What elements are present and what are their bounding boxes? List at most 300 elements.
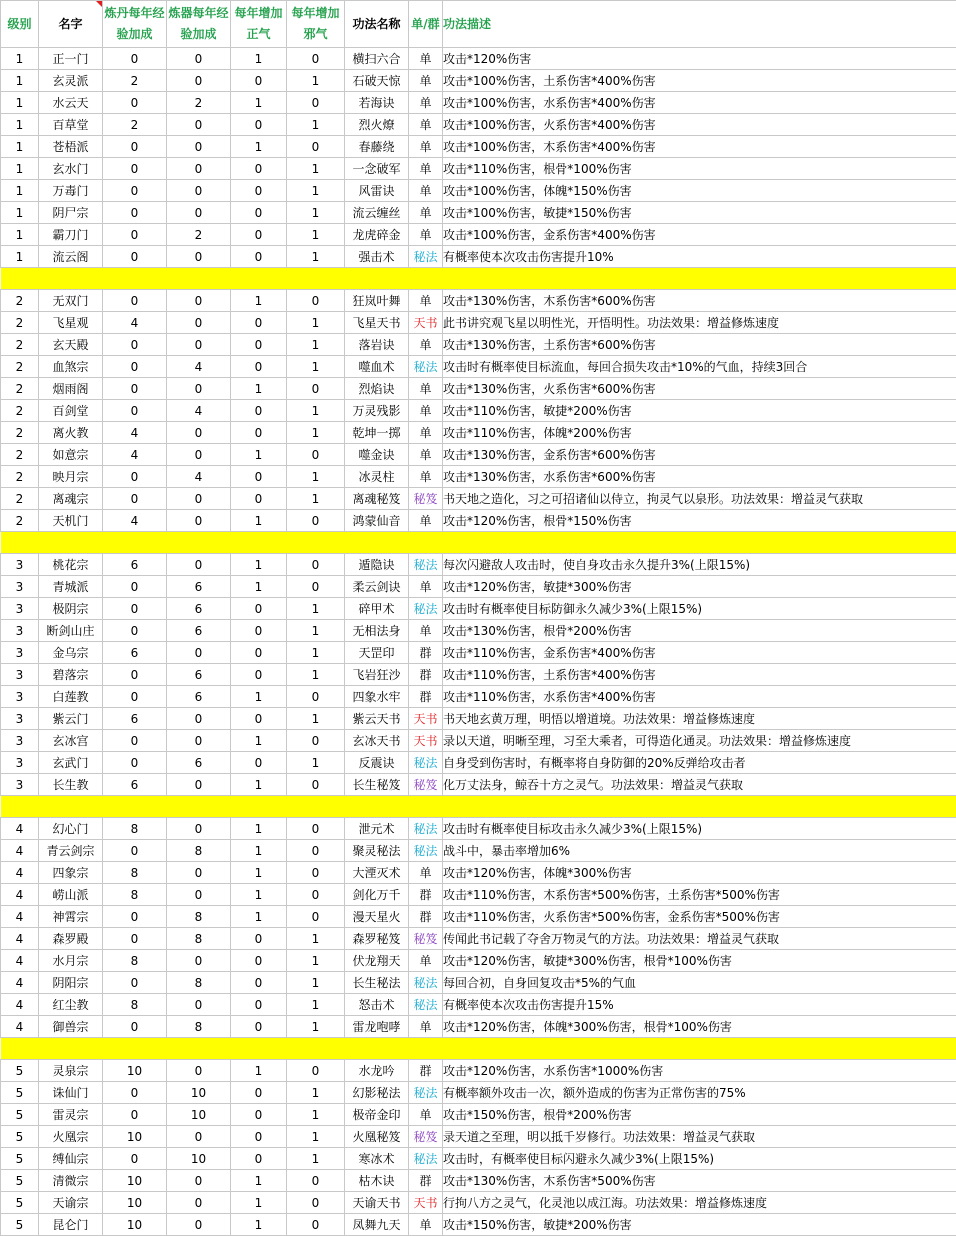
alchemy-exp-cell[interactable]: 0 <box>103 598 167 620</box>
skill-name-cell[interactable]: 一念破军 <box>345 158 409 180</box>
sect-name-cell[interactable]: 幻心门 <box>39 818 103 840</box>
target-type-cell[interactable]: 秘法 <box>409 1082 443 1104</box>
forging-exp-cell[interactable]: 0 <box>167 1192 231 1214</box>
skill-desc-cell[interactable]: 攻击*150%伤害，根骨*200%伤害 <box>443 1104 956 1126</box>
target-type-cell[interactable]: 单 <box>409 862 443 884</box>
alchemy-exp-cell[interactable]: 6 <box>103 642 167 664</box>
skill-desc-cell[interactable]: 录天道之至理，明以抵千岁修行。功法效果：增益灵气获取 <box>443 1126 956 1148</box>
level-cell[interactable]: 2 <box>1 400 39 422</box>
skill-name-cell[interactable]: 横扫六合 <box>345 48 409 70</box>
skill-name-cell[interactable]: 强击术 <box>345 246 409 268</box>
forging-exp-cell[interactable]: 10 <box>167 1104 231 1126</box>
alchemy-exp-cell[interactable]: 0 <box>103 136 167 158</box>
righteous-cell[interactable]: 0 <box>231 1126 287 1148</box>
level-cell[interactable]: 4 <box>1 840 39 862</box>
level-cell[interactable]: 3 <box>1 730 39 752</box>
evil-cell[interactable]: 0 <box>287 576 345 598</box>
alchemy-exp-cell[interactable]: 2 <box>103 114 167 136</box>
skill-name-cell[interactable]: 离魂秘笈 <box>345 488 409 510</box>
level-cell[interactable]: 5 <box>1 1148 39 1170</box>
target-type-cell[interactable]: 秘法 <box>409 994 443 1016</box>
level-cell[interactable]: 2 <box>1 378 39 400</box>
skill-name-cell[interactable]: 天罡印 <box>345 642 409 664</box>
skill-name-cell[interactable]: 水龙吟 <box>345 1060 409 1082</box>
evil-cell[interactable]: 1 <box>287 972 345 994</box>
forging-exp-cell[interactable]: 0 <box>167 312 231 334</box>
sect-name-cell[interactable]: 玄武门 <box>39 752 103 774</box>
level-cell[interactable]: 5 <box>1 1170 39 1192</box>
target-type-cell[interactable]: 单 <box>409 1016 443 1038</box>
target-type-cell[interactable]: 秘笈 <box>409 774 443 796</box>
evil-cell[interactable]: 0 <box>287 730 345 752</box>
forging-exp-cell[interactable]: 6 <box>167 686 231 708</box>
target-type-cell[interactable]: 群 <box>409 642 443 664</box>
level-cell[interactable]: 3 <box>1 554 39 576</box>
target-type-cell[interactable]: 单 <box>409 136 443 158</box>
level-cell[interactable]: 4 <box>1 884 39 906</box>
alchemy-exp-cell[interactable]: 0 <box>103 730 167 752</box>
forging-exp-cell[interactable]: 0 <box>167 378 231 400</box>
righteous-cell[interactable]: 1 <box>231 1214 287 1236</box>
target-type-cell[interactable]: 秘笈 <box>409 928 443 950</box>
target-type-cell[interactable]: 秘法 <box>409 840 443 862</box>
skill-name-cell[interactable]: 森罗秘笈 <box>345 928 409 950</box>
skill-name-cell[interactable]: 紫云天书 <box>345 708 409 730</box>
alchemy-exp-cell[interactable]: 0 <box>103 664 167 686</box>
target-type-cell[interactable]: 秘法 <box>409 818 443 840</box>
skill-name-cell[interactable]: 烈焰诀 <box>345 378 409 400</box>
skill-name-cell[interactable]: 反震诀 <box>345 752 409 774</box>
skill-name-cell[interactable]: 火凰秘笈 <box>345 1126 409 1148</box>
forging-exp-cell[interactable]: 0 <box>167 554 231 576</box>
target-type-cell[interactable]: 单 <box>409 202 443 224</box>
target-type-cell[interactable]: 秘法 <box>409 972 443 994</box>
level-cell[interactable]: 2 <box>1 290 39 312</box>
evil-cell[interactable]: 1 <box>287 466 345 488</box>
header-level[interactable]: 级别 <box>1 1 39 48</box>
evil-cell[interactable]: 1 <box>287 1148 345 1170</box>
target-type-cell[interactable]: 单 <box>409 92 443 114</box>
target-type-cell[interactable]: 秘法 <box>409 752 443 774</box>
skill-desc-cell[interactable]: 自身受到伤害时，有概率将自身防御的20%反弹给攻击者 <box>443 752 956 774</box>
header-forging-exp[interactable]: 炼器每年经验加成 <box>167 1 231 48</box>
skill-desc-cell[interactable]: 攻击*100%伤害，土系伤害*400%伤害 <box>443 70 956 92</box>
evil-cell[interactable]: 1 <box>287 356 345 378</box>
sect-name-cell[interactable]: 御兽宗 <box>39 1016 103 1038</box>
evil-cell[interactable]: 1 <box>287 928 345 950</box>
righteous-cell[interactable]: 0 <box>231 928 287 950</box>
target-type-cell[interactable]: 单 <box>409 400 443 422</box>
alchemy-exp-cell[interactable]: 0 <box>103 290 167 312</box>
level-cell[interactable]: 4 <box>1 818 39 840</box>
skill-desc-cell[interactable]: 攻击*110%伤害，体魄*200%伤害 <box>443 422 956 444</box>
skill-desc-cell[interactable]: 攻击*110%伤害，木系伤害*500%伤害，土系伤害*500%伤害 <box>443 884 956 906</box>
level-cell[interactable]: 1 <box>1 246 39 268</box>
skill-desc-cell[interactable]: 每回合初，自身回复攻击*5%的气血 <box>443 972 956 994</box>
forging-exp-cell[interactable]: 6 <box>167 752 231 774</box>
alchemy-exp-cell[interactable]: 6 <box>103 774 167 796</box>
sect-name-cell[interactable]: 玄水门 <box>39 158 103 180</box>
skill-desc-cell[interactable]: 攻击*100%伤害，金系伤害*400%伤害 <box>443 224 956 246</box>
alchemy-exp-cell[interactable]: 0 <box>103 400 167 422</box>
sect-name-cell[interactable]: 天谕宗 <box>39 1192 103 1214</box>
target-type-cell[interactable]: 单 <box>409 114 443 136</box>
forging-exp-cell[interactable]: 0 <box>167 70 231 92</box>
evil-cell[interactable]: 0 <box>287 1170 345 1192</box>
forging-exp-cell[interactable]: 0 <box>167 1060 231 1082</box>
evil-cell[interactable]: 0 <box>287 884 345 906</box>
level-cell[interactable]: 2 <box>1 356 39 378</box>
evil-cell[interactable]: 1 <box>287 642 345 664</box>
forging-exp-cell[interactable]: 0 <box>167 708 231 730</box>
forging-exp-cell[interactable]: 0 <box>167 246 231 268</box>
evil-cell[interactable]: 0 <box>287 1192 345 1214</box>
header-name[interactable]: 名字 <box>39 1 103 48</box>
level-cell[interactable]: 1 <box>1 92 39 114</box>
evil-cell[interactable]: 0 <box>287 840 345 862</box>
forging-exp-cell[interactable]: 0 <box>167 730 231 752</box>
forging-exp-cell[interactable]: 8 <box>167 1016 231 1038</box>
righteous-cell[interactable]: 1 <box>231 862 287 884</box>
level-cell[interactable]: 2 <box>1 488 39 510</box>
level-cell[interactable]: 5 <box>1 1104 39 1126</box>
righteous-cell[interactable]: 0 <box>231 1148 287 1170</box>
evil-cell[interactable]: 0 <box>287 136 345 158</box>
header-skill-name[interactable]: 功法名称 <box>345 1 409 48</box>
skill-name-cell[interactable]: 石破天惊 <box>345 70 409 92</box>
alchemy-exp-cell[interactable]: 0 <box>103 92 167 114</box>
skill-name-cell[interactable]: 噬金诀 <box>345 444 409 466</box>
righteous-cell[interactable]: 0 <box>231 752 287 774</box>
alchemy-exp-cell[interactable]: 0 <box>103 1082 167 1104</box>
righteous-cell[interactable]: 0 <box>231 1104 287 1126</box>
skill-desc-cell[interactable]: 攻击*100%伤害，水系伤害*400%伤害 <box>443 92 956 114</box>
evil-cell[interactable]: 0 <box>287 554 345 576</box>
alchemy-exp-cell[interactable]: 8 <box>103 884 167 906</box>
sect-name-cell[interactable]: 万毒门 <box>39 180 103 202</box>
forging-exp-cell[interactable]: 0 <box>167 994 231 1016</box>
target-type-cell[interactable]: 单 <box>409 180 443 202</box>
evil-cell[interactable]: 1 <box>287 1126 345 1148</box>
forging-exp-cell[interactable]: 0 <box>167 136 231 158</box>
target-type-cell[interactable]: 单 <box>409 620 443 642</box>
evil-cell[interactable]: 1 <box>287 1104 345 1126</box>
skill-name-cell[interactable]: 风雷诀 <box>345 180 409 202</box>
righteous-cell[interactable]: 1 <box>231 378 287 400</box>
sect-name-cell[interactable]: 断剑山庄 <box>39 620 103 642</box>
forging-exp-cell[interactable]: 10 <box>167 1148 231 1170</box>
sect-name-cell[interactable]: 离火教 <box>39 422 103 444</box>
skill-desc-cell[interactable]: 攻击*130%伤害，土系伤害*600%伤害 <box>443 334 956 356</box>
alchemy-exp-cell[interactable]: 0 <box>103 840 167 862</box>
righteous-cell[interactable]: 1 <box>231 818 287 840</box>
skill-name-cell[interactable]: 龙虎碎金 <box>345 224 409 246</box>
alchemy-exp-cell[interactable]: 0 <box>103 686 167 708</box>
skill-name-cell[interactable]: 泄元术 <box>345 818 409 840</box>
evil-cell[interactable]: 1 <box>287 70 345 92</box>
sect-name-cell[interactable]: 灵泉宗 <box>39 1060 103 1082</box>
skill-desc-cell[interactable]: 每次闪避敌人攻击时，使自身攻击永久提升3%(上限15%) <box>443 554 956 576</box>
level-cell[interactable]: 4 <box>1 906 39 928</box>
target-type-cell[interactable]: 单 <box>409 70 443 92</box>
level-cell[interactable]: 5 <box>1 1192 39 1214</box>
sect-name-cell[interactable]: 正一门 <box>39 48 103 70</box>
target-type-cell[interactable]: 天书 <box>409 730 443 752</box>
skill-desc-cell[interactable]: 传闻此书记载了夺舍万物灵气的方法。功法效果：增益灵气获取 <box>443 928 956 950</box>
alchemy-exp-cell[interactable]: 0 <box>103 928 167 950</box>
alchemy-exp-cell[interactable]: 4 <box>103 312 167 334</box>
evil-cell[interactable]: 1 <box>287 114 345 136</box>
level-cell[interactable]: 1 <box>1 48 39 70</box>
target-type-cell[interactable]: 群 <box>409 686 443 708</box>
level-cell[interactable]: 4 <box>1 994 39 1016</box>
level-cell[interactable]: 3 <box>1 752 39 774</box>
level-cell[interactable]: 1 <box>1 180 39 202</box>
forging-exp-cell[interactable]: 0 <box>167 884 231 906</box>
target-type-cell[interactable]: 单 <box>409 444 443 466</box>
sect-name-cell[interactable]: 火凰宗 <box>39 1126 103 1148</box>
sect-name-cell[interactable]: 四象宗 <box>39 862 103 884</box>
skill-desc-cell[interactable]: 战斗中，暴击率增加6% <box>443 840 956 862</box>
alchemy-exp-cell[interactable]: 0 <box>103 620 167 642</box>
evil-cell[interactable]: 1 <box>287 620 345 642</box>
skill-desc-cell[interactable]: 攻击*130%伤害，根骨*200%伤害 <box>443 620 956 642</box>
skill-name-cell[interactable]: 冰灵柱 <box>345 466 409 488</box>
skill-desc-cell[interactable]: 攻击时有概率使目标流血，每回合损失攻击*10%的气血，持续3回合 <box>443 356 956 378</box>
righteous-cell[interactable]: 0 <box>231 246 287 268</box>
skill-desc-cell[interactable]: 行拘八方之灵气，化灵池以成江海。功法效果：增益修炼速度 <box>443 1192 956 1214</box>
skill-name-cell[interactable]: 怒击术 <box>345 994 409 1016</box>
alchemy-exp-cell[interactable]: 10 <box>103 1126 167 1148</box>
forging-exp-cell[interactable]: 0 <box>167 334 231 356</box>
sect-name-cell[interactable]: 碧落宗 <box>39 664 103 686</box>
forging-exp-cell[interactable]: 6 <box>167 664 231 686</box>
skill-name-cell[interactable]: 长生秘笈 <box>345 774 409 796</box>
skill-desc-cell[interactable]: 攻击*120%伤害，水系伤害*1000%伤害 <box>443 1060 956 1082</box>
skill-desc-cell[interactable]: 攻击*120%伤害，敏捷*300%伤害，根骨*100%伤害 <box>443 950 956 972</box>
forging-exp-cell[interactable]: 0 <box>167 444 231 466</box>
level-cell[interactable]: 4 <box>1 862 39 884</box>
target-type-cell[interactable]: 秘笈 <box>409 488 443 510</box>
evil-cell[interactable]: 1 <box>287 422 345 444</box>
skill-name-cell[interactable]: 飞岩狂沙 <box>345 664 409 686</box>
evil-cell[interactable]: 0 <box>287 862 345 884</box>
evil-cell[interactable]: 1 <box>287 202 345 224</box>
sect-name-cell[interactable]: 青云剑宗 <box>39 840 103 862</box>
righteous-cell[interactable]: 0 <box>231 950 287 972</box>
alchemy-exp-cell[interactable]: 0 <box>103 334 167 356</box>
skill-desc-cell[interactable]: 有概率使本次攻击伤害提升10% <box>443 246 956 268</box>
forging-exp-cell[interactable]: 0 <box>167 488 231 510</box>
righteous-cell[interactable]: 0 <box>231 1082 287 1104</box>
righteous-cell[interactable]: 1 <box>231 92 287 114</box>
skill-desc-cell[interactable]: 攻击*110%伤害，火系伤害*500%伤害，金系伤害*500%伤害 <box>443 906 956 928</box>
level-cell[interactable]: 1 <box>1 224 39 246</box>
righteous-cell[interactable]: 1 <box>231 906 287 928</box>
target-type-cell[interactable]: 单 <box>409 290 443 312</box>
evil-cell[interactable]: 0 <box>287 774 345 796</box>
skill-name-cell[interactable]: 柔云剑诀 <box>345 576 409 598</box>
sect-name-cell[interactable]: 崂山派 <box>39 884 103 906</box>
alchemy-exp-cell[interactable]: 0 <box>103 224 167 246</box>
evil-cell[interactable]: 1 <box>287 598 345 620</box>
alchemy-exp-cell[interactable]: 0 <box>103 356 167 378</box>
skill-name-cell[interactable]: 春藤绕 <box>345 136 409 158</box>
header-evil[interactable]: 每年增加邪气 <box>287 1 345 48</box>
target-type-cell[interactable]: 群 <box>409 1060 443 1082</box>
alchemy-exp-cell[interactable]: 0 <box>103 466 167 488</box>
righteous-cell[interactable]: 1 <box>231 576 287 598</box>
skill-name-cell[interactable]: 若海诀 <box>345 92 409 114</box>
sect-name-cell[interactable]: 金乌宗 <box>39 642 103 664</box>
alchemy-exp-cell[interactable]: 10 <box>103 1060 167 1082</box>
target-type-cell[interactable]: 单 <box>409 1104 443 1126</box>
evil-cell[interactable]: 1 <box>287 752 345 774</box>
righteous-cell[interactable]: 0 <box>231 488 287 510</box>
sect-name-cell[interactable]: 阴尸宗 <box>39 202 103 224</box>
evil-cell[interactable]: 1 <box>287 708 345 730</box>
skill-desc-cell[interactable]: 攻击*100%伤害，火系伤害*400%伤害 <box>443 114 956 136</box>
skill-name-cell[interactable]: 玄冰天书 <box>345 730 409 752</box>
sect-name-cell[interactable]: 青城派 <box>39 576 103 598</box>
righteous-cell[interactable]: 0 <box>231 202 287 224</box>
sect-name-cell[interactable]: 映月宗 <box>39 466 103 488</box>
forging-exp-cell[interactable]: 4 <box>167 356 231 378</box>
sect-name-cell[interactable]: 离魂宗 <box>39 488 103 510</box>
alchemy-exp-cell[interactable]: 0 <box>103 1016 167 1038</box>
evil-cell[interactable]: 0 <box>287 818 345 840</box>
level-cell[interactable]: 1 <box>1 70 39 92</box>
forging-exp-cell[interactable]: 0 <box>167 1170 231 1192</box>
evil-cell[interactable]: 0 <box>287 378 345 400</box>
forging-exp-cell[interactable]: 0 <box>167 114 231 136</box>
target-type-cell[interactable]: 天书 <box>409 1192 443 1214</box>
righteous-cell[interactable]: 0 <box>231 598 287 620</box>
skill-name-cell[interactable]: 飞星天书 <box>345 312 409 334</box>
level-cell[interactable]: 3 <box>1 686 39 708</box>
righteous-cell[interactable]: 0 <box>231 334 287 356</box>
skill-desc-cell[interactable]: 攻击*150%伤害，敏捷*200%伤害 <box>443 1214 956 1236</box>
skill-name-cell[interactable]: 落岩诀 <box>345 334 409 356</box>
target-type-cell[interactable]: 天书 <box>409 312 443 334</box>
sect-name-cell[interactable]: 无双门 <box>39 290 103 312</box>
righteous-cell[interactable]: 0 <box>231 994 287 1016</box>
evil-cell[interactable]: 0 <box>287 1060 345 1082</box>
alchemy-exp-cell[interactable]: 0 <box>103 972 167 994</box>
target-type-cell[interactable]: 秘笈 <box>409 1126 443 1148</box>
target-type-cell[interactable]: 群 <box>409 1170 443 1192</box>
skill-desc-cell[interactable]: 攻击*120%伤害，体魄*300%伤害，根骨*100%伤害 <box>443 1016 956 1038</box>
sect-name-cell[interactable]: 昆仑门 <box>39 1214 103 1236</box>
skill-name-cell[interactable]: 烈火燎 <box>345 114 409 136</box>
skill-name-cell[interactable]: 凤舞九天 <box>345 1214 409 1236</box>
skill-desc-cell[interactable]: 攻击*130%伤害，木系伤害*500%伤害 <box>443 1170 956 1192</box>
righteous-cell[interactable]: 1 <box>231 136 287 158</box>
alchemy-exp-cell[interactable]: 8 <box>103 818 167 840</box>
righteous-cell[interactable]: 0 <box>231 356 287 378</box>
sect-name-cell[interactable]: 玄冰宫 <box>39 730 103 752</box>
skill-name-cell[interactable]: 聚灵秘法 <box>345 840 409 862</box>
target-type-cell[interactable]: 单 <box>409 158 443 180</box>
righteous-cell[interactable]: 0 <box>231 422 287 444</box>
level-cell[interactable]: 4 <box>1 928 39 950</box>
forging-exp-cell[interactable]: 0 <box>167 1126 231 1148</box>
level-cell[interactable]: 3 <box>1 598 39 620</box>
righteous-cell[interactable]: 0 <box>231 664 287 686</box>
forging-exp-cell[interactable]: 6 <box>167 576 231 598</box>
skill-desc-cell[interactable]: 攻击*100%伤害，木系伤害*400%伤害 <box>443 136 956 158</box>
alchemy-exp-cell[interactable]: 0 <box>103 378 167 400</box>
skill-name-cell[interactable]: 枯木诀 <box>345 1170 409 1192</box>
skill-name-cell[interactable]: 流云缠丝 <box>345 202 409 224</box>
sect-name-cell[interactable]: 烟雨阁 <box>39 378 103 400</box>
righteous-cell[interactable]: 1 <box>231 510 287 532</box>
forging-exp-cell[interactable]: 0 <box>167 1214 231 1236</box>
level-cell[interactable]: 3 <box>1 576 39 598</box>
righteous-cell[interactable]: 1 <box>231 444 287 466</box>
header-alchemy-exp[interactable]: 炼丹每年经验加成 <box>103 1 167 48</box>
forging-exp-cell[interactable]: 8 <box>167 906 231 928</box>
forging-exp-cell[interactable]: 2 <box>167 92 231 114</box>
skill-desc-cell[interactable]: 有概率额外攻击一次，额外造成的伤害为正常伤害的75% <box>443 1082 956 1104</box>
skill-desc-cell[interactable]: 书天地之造化，习之可招诸仙以侍立，拘灵气以泉形。功法效果：增益灵气获取 <box>443 488 956 510</box>
forging-exp-cell[interactable]: 0 <box>167 290 231 312</box>
sect-name-cell[interactable]: 极阴宗 <box>39 598 103 620</box>
target-type-cell[interactable]: 秘法 <box>409 1148 443 1170</box>
sect-name-cell[interactable]: 玄天殿 <box>39 334 103 356</box>
skill-name-cell[interactable]: 鸿蒙仙音 <box>345 510 409 532</box>
righteous-cell[interactable]: 1 <box>231 1192 287 1214</box>
skill-desc-cell[interactable]: 攻击*130%伤害，水系伤害*600%伤害 <box>443 466 956 488</box>
level-cell[interactable]: 5 <box>1 1126 39 1148</box>
evil-cell[interactable]: 1 <box>287 246 345 268</box>
evil-cell[interactable]: 1 <box>287 400 345 422</box>
sect-name-cell[interactable]: 诛仙门 <box>39 1082 103 1104</box>
forging-exp-cell[interactable]: 0 <box>167 510 231 532</box>
forging-exp-cell[interactable]: 10 <box>167 1082 231 1104</box>
righteous-cell[interactable]: 0 <box>231 620 287 642</box>
level-cell[interactable]: 4 <box>1 1016 39 1038</box>
alchemy-exp-cell[interactable]: 4 <box>103 422 167 444</box>
sect-name-cell[interactable]: 清微宗 <box>39 1170 103 1192</box>
alchemy-exp-cell[interactable]: 6 <box>103 708 167 730</box>
skill-name-cell[interactable]: 长生秘法 <box>345 972 409 994</box>
alchemy-exp-cell[interactable]: 0 <box>103 488 167 510</box>
sect-name-cell[interactable]: 神霄宗 <box>39 906 103 928</box>
skill-desc-cell[interactable]: 攻击*130%伤害，火系伤害*600%伤害 <box>443 378 956 400</box>
alchemy-exp-cell[interactable]: 6 <box>103 554 167 576</box>
level-cell[interactable]: 3 <box>1 708 39 730</box>
forging-exp-cell[interactable]: 0 <box>167 48 231 70</box>
sect-name-cell[interactable]: 红尘教 <box>39 994 103 1016</box>
evil-cell[interactable]: 1 <box>287 1082 345 1104</box>
skill-desc-cell[interactable]: 攻击*120%伤害，体魄*300%伤害 <box>443 862 956 884</box>
target-type-cell[interactable]: 秘法 <box>409 598 443 620</box>
level-cell[interactable]: 2 <box>1 444 39 466</box>
righteous-cell[interactable]: 0 <box>231 642 287 664</box>
forging-exp-cell[interactable]: 6 <box>167 598 231 620</box>
sect-name-cell[interactable]: 森罗殿 <box>39 928 103 950</box>
skill-name-cell[interactable]: 无相法身 <box>345 620 409 642</box>
forging-exp-cell[interactable]: 6 <box>167 620 231 642</box>
alchemy-exp-cell[interactable]: 4 <box>103 444 167 466</box>
righteous-cell[interactable]: 1 <box>231 290 287 312</box>
evil-cell[interactable]: 1 <box>287 334 345 356</box>
righteous-cell[interactable]: 0 <box>231 972 287 994</box>
level-cell[interactable]: 3 <box>1 620 39 642</box>
alchemy-exp-cell[interactable]: 8 <box>103 994 167 1016</box>
evil-cell[interactable]: 0 <box>287 444 345 466</box>
